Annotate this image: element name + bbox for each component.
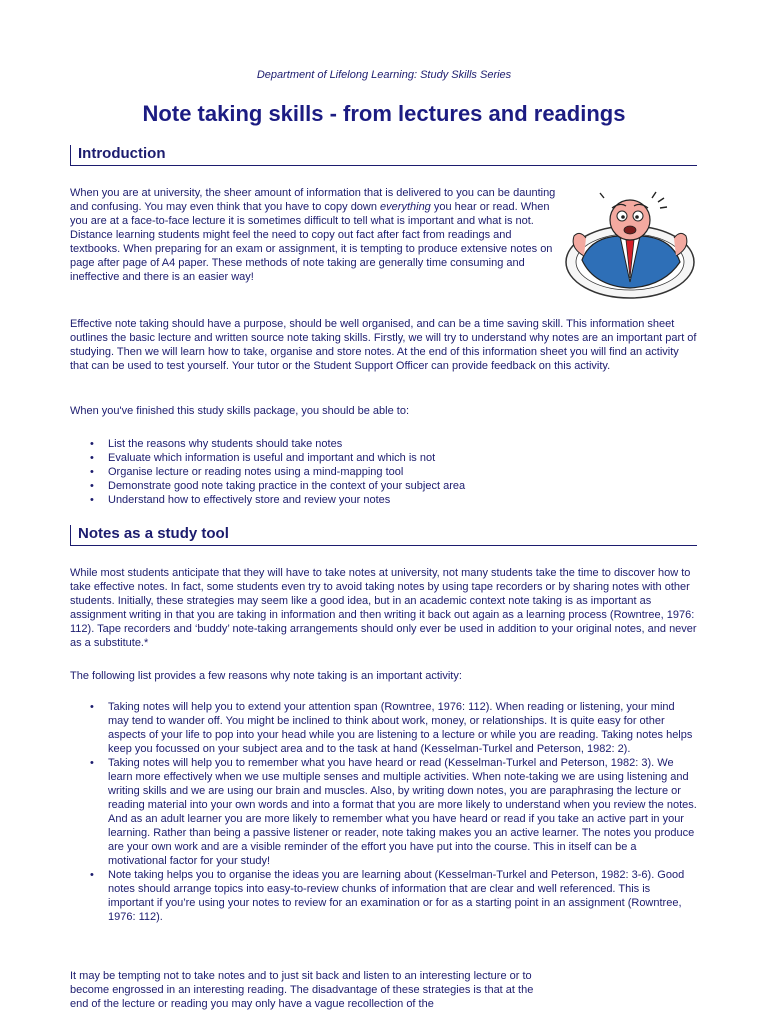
list-item: • Evaluate which information is useful and important and which is not xyxy=(70,451,698,465)
list-item: • Organise lecture or reading notes using a mind-mapping tool xyxy=(70,465,698,479)
study-tool-paragraph-1: While most students anticipate that they will have to take notes at university, not many students take the time to discover how to take effective notes. In fact, some students even try to avoid taking notes by using tape recorders or by sharing notes with other students. Initially, these strategies may seem like a good idea, but in an academic context note taking is as important as assignment writing in that you are taking in information and then writing it back out again as a learning process (Rowntree, 1976: 112). Tape recorders and ‘buddy’ note-taking arrangements should only ever be used in addition to your original notes, and never as a substitute.* xyxy=(70,567,697,649)
intro-paragraph-2: Effective note taking should have a purpose, should be well organised, and can be a time saving skill. This information sheet outlines the basic lecture and written source note taking skills. Firstly, we will try to understand why notes are an important part of studying. Then we will learn how to take, organise and store notes. At the end of this information sheet you will find an activity that can be used to test yourself. Your tutor or the Student Support Officer can provide feedback on this activity. xyxy=(70,318,697,372)
stressed-student-cartoon-icon xyxy=(560,190,700,302)
section-heading-notes-study-tool: Notes as a study tool xyxy=(70,525,697,546)
intro-paragraph-1 xyxy=(70,186,558,284)
reasons-list xyxy=(70,700,698,924)
intro-p1-emphasis: everything xyxy=(380,201,431,213)
list-item: • Taking notes will help you to remember what you have heard or read (Kesselman-Turkel and Peterson, 1982: 3). We learn more effectively when we use multiple senses and multiple activities. When note-taking we are using listening and writing skills and we are using our brain and muscles. Also, by writing down notes, you are paraphrasing the lecture or reading material into your own words and into a format that you are more likely to understand when you review the notes. And as an adult learner you are more likely to remember what you have heard or read if you take an active part in your learning. Rather than being a passive listener or reader, note taking makes you an active learner. The notes you produce are your own work and are a visible reminder of the effort you have put into the course. This in itself can be a motivational factor for your study! xyxy=(70,756,698,868)
intro-paragraph-3: When you've finished this study skills package, you should be able to: xyxy=(70,405,410,417)
list-item: • Taking notes will help you to extend your attention span (Rowntree, 1976: 112). When reading or listening, your mind may tend to wander off. You might be inclined to think about work, money, or relationships. It is quite easy for other aspects of your life to pop into your head while you are listening to a lecture or while you are reading. Taking notes helps keep you focussed on your subject area and to the task at hand (Kesselman-Turkel and Peterson, 1982: 2). xyxy=(70,700,698,756)
list-item: • List the reasons why students should take notes xyxy=(70,437,698,451)
study-tool-paragraph-3: It may be tempting not to take notes and to just sit back and listen to an interesting lecture or to become engrossed in an interesting reading. The disadvantage of these strategies is that at the end of the lecture or reading you may only have a vague recollection of the xyxy=(70,970,534,1010)
list-item: • Demonstrate good note taking practice in the context of your subject area xyxy=(70,479,698,493)
page-title: Note taking skills - from lectures and readings xyxy=(142,101,626,126)
intro-p1-text-a: When you are at university, the sheer amount of information that is delivered to you can be daunting and confusing. You may even think that you have to copy down xyxy=(70,187,556,213)
list-item: • Understand how to effectively store and review your notes xyxy=(70,493,698,507)
series-title: Department of Lifelong Learning: Study Skills Series xyxy=(256,69,512,81)
study-tool-paragraph-2: The following list provides a few reasons why note taking is an important activity: xyxy=(70,670,462,682)
list-item: • Note taking helps you to organise the ideas you are learning about (Kesselman-Turkel and Peterson, 1982: 3-6). Good notes should arrange topics into easy-to-review chunks of information that are clear and well referenced. This is important if you’re using your notes to review for an examination or for as a starting point in an assignment (Rowntree, 1976: 112). xyxy=(70,868,698,924)
objectives-list xyxy=(70,437,698,507)
section-heading-introduction: Introduction xyxy=(70,145,697,166)
intro-p1-text-b: you hear or read. When you are at a face-to-face lecture it is sometimes difficult to tell what is important and what is not. Distance learning students might feel the need to copy out fact after fact from readings and textbooks. When preparing for an exam or assignment, it is tempting to produce extensive notes on page after page of A4 paper. These methods of note taking are generally time consuming and ineffective and there is an easier way! xyxy=(70,201,553,283)
